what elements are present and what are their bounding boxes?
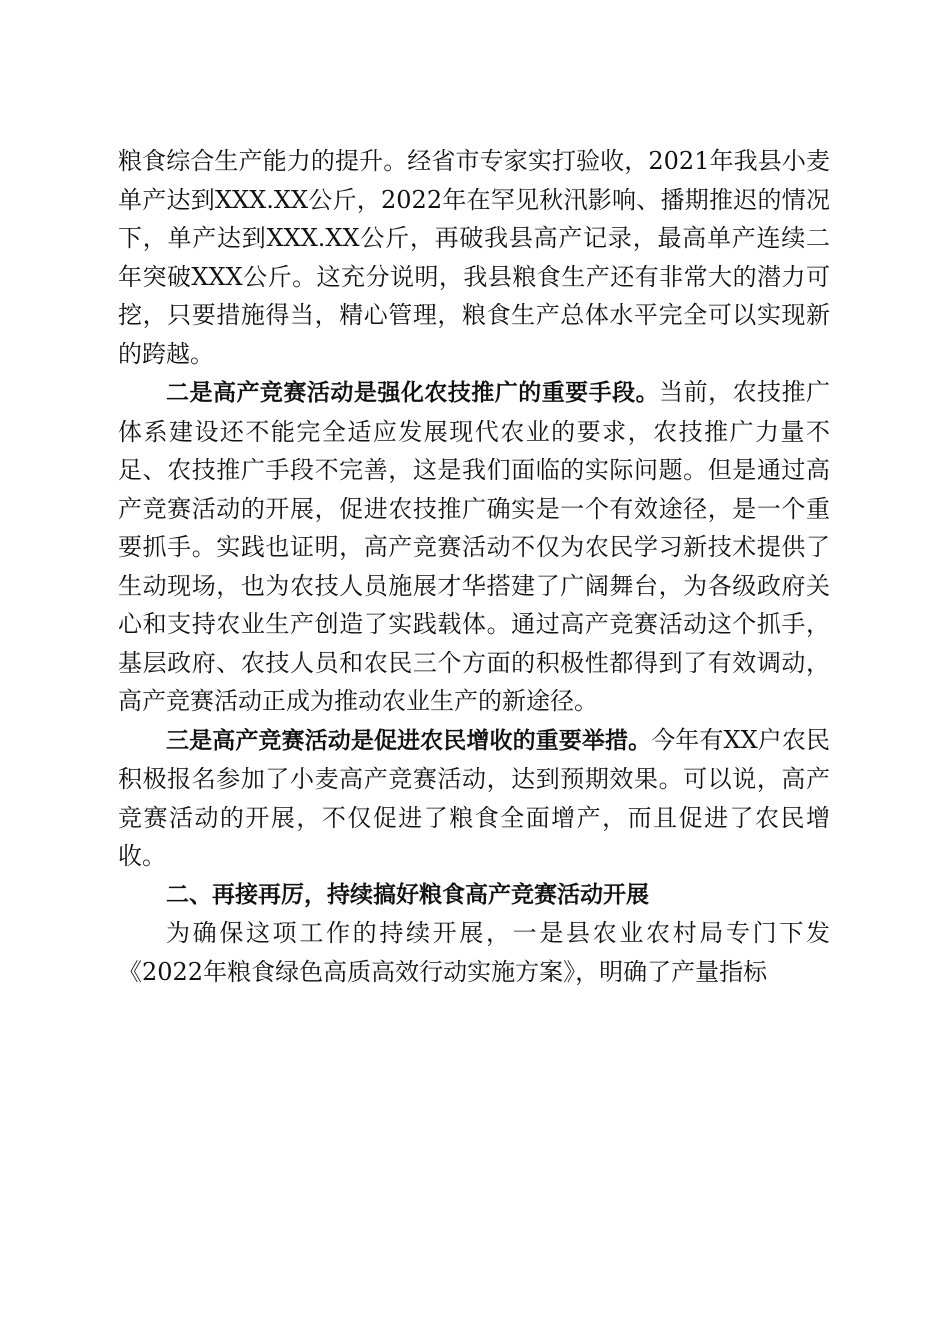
paragraph-point-two <box>118 373 830 721</box>
paragraph-body: 当前，农技推广体系建设还不能完全适应发展现代农业的要求，农技推广力量不足、农技推广手段不完善，这是我们面临的实际问题。但是通过高产竞赛活动的开展，促进农技推广确实是一个有效途径，是一个重要抓手。实践也证明，高产竞赛活动不仅为农民学习新技术提供了生动现场，也为农技人员施展才华搭建了广阔舞台，为各级政府关心和支持农业生产创造了实践载体。通过高产竞赛活动这个抓手，基层政府、农技人员和农民三个方面的积极性都得到了有效调动，高产竞赛活动正成为推动农业生产的新途径。 <box>118 378 831 715</box>
paragraph-point-three <box>118 721 830 876</box>
document-body <box>118 142 830 991</box>
paragraph-lead: 二是高产竞赛活动是强化农技推广的重要手段。 <box>166 380 660 406</box>
section-heading: 二、再接再厉，持续搞好粮食高产竞赛活动开展 <box>166 881 649 908</box>
paragraph-measures: 为确保这项工作的持续开展，一是县农业农村局专门下发《2022年粮食绿色高质高效行动实施方案》，明确了产量指标 <box>118 919 830 986</box>
paragraph-continuation: 粮食综合生产能力的提升。经省市专家实打验收，2021年我县小麦单产达到XXX.XX公斤，2022年在罕见秋汛影响、播期推迟的情况下，单产达到XXX.XX公斤，再破我县高产记录，最高单产连续二年突破XXX公斤。这充分说明，我县粮食生产还有非常大的潜力可挖，只要措施得当，精心管理，粮食生产总体水平完全可以实现新的跨越。 <box>118 147 830 368</box>
paragraph-body: 今年有XX户农民积极报名参加了小麦高产竞赛活动，达到预期效果。可以说，高产竞赛活动的开展，不仅促进了粮食全面增产，而且促进了农民增收。 <box>118 725 831 870</box>
paragraph-lead: 三是高产竞赛活动是促进农民增收的重要举措。 <box>166 727 652 754</box>
